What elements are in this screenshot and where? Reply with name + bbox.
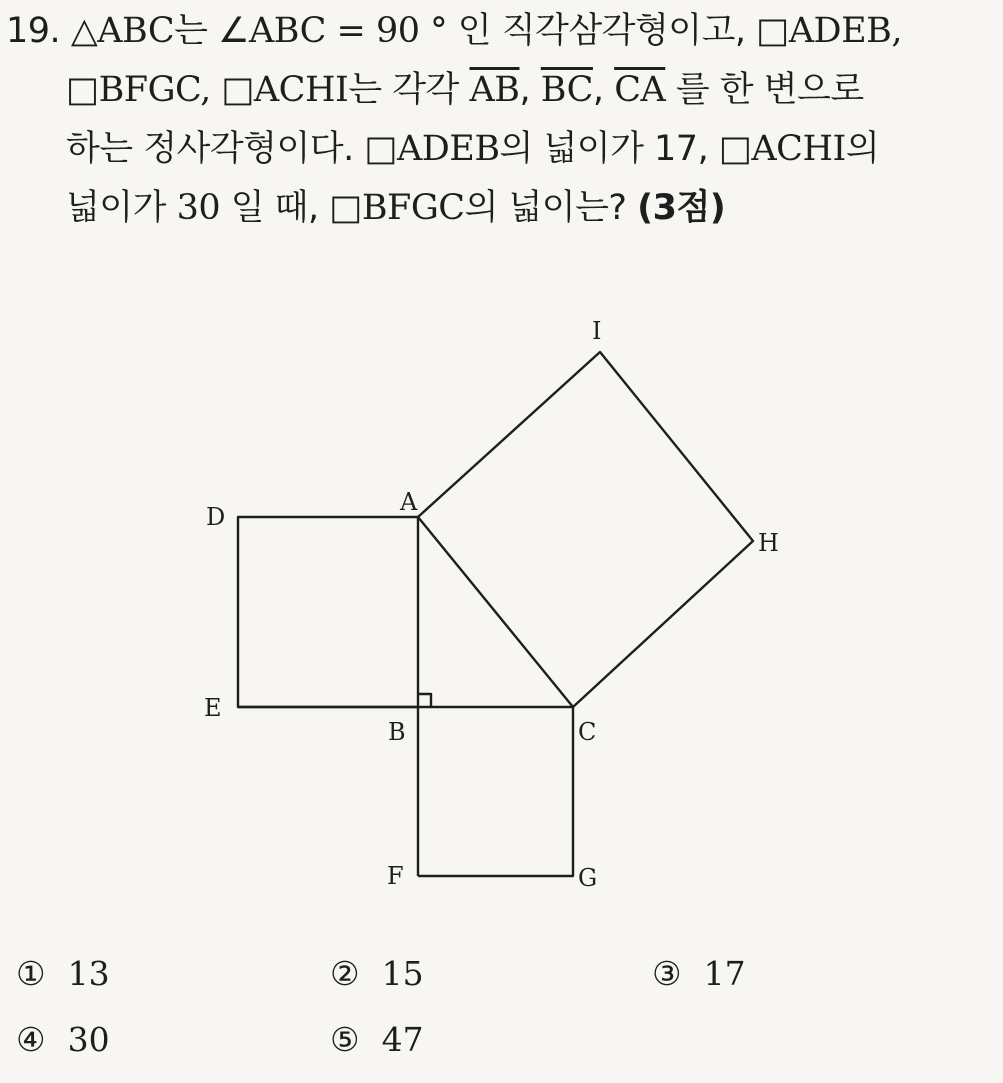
choice-5[interactable]: ⑤ 47: [330, 1020, 424, 1059]
choice-2[interactable]: ② 15: [330, 954, 424, 993]
question-line-3: 하는 정사각형이다. □ADEB의 넓이가 17, □ACHI의: [66, 129, 880, 169]
square-achi: [418, 352, 753, 707]
geometry-figure: [0, 300, 1003, 900]
answer-choices: [16, 948, 996, 1080]
question-line-2: □BFGC, □ACHI는 각각 $\overline{AB}$, $\overline{BC}$, $\overline{CA}$ 를 한 변으로: [66, 70, 864, 110]
choice-3[interactable]: ③ 17: [652, 954, 746, 993]
label-i: I: [592, 317, 602, 345]
label-a: A: [400, 488, 418, 516]
segment-ca: $\overline{CA}$: [614, 70, 666, 110]
question-text: [6, 2, 991, 238]
label-h: H: [758, 529, 779, 557]
label-b: B: [388, 718, 406, 746]
hypotenuse-ac: [418, 517, 573, 707]
choice-1[interactable]: ① 13: [16, 954, 110, 993]
question-number: 19.: [6, 11, 61, 51]
question-line-1: 19. △ABC는 ∠ABC = 90 ° 인 직각삼각형이고, □ADEB,: [6, 11, 902, 51]
label-c: C: [578, 718, 597, 746]
choice-row-1: [16, 948, 996, 1014]
label-f: F: [387, 862, 404, 890]
question-line-4: 넓이가 30 일 때, □BFGC의 넓이는? (3점): [66, 188, 726, 228]
right-angle-mark: [418, 694, 431, 707]
choice-4[interactable]: ④ 30: [16, 1020, 110, 1059]
square-bfgc: [418, 707, 573, 876]
points-badge: (3점): [637, 188, 726, 228]
segment-ab: $\overline{AB}$: [469, 70, 520, 110]
label-d: D: [206, 503, 226, 531]
label-g: G: [578, 864, 598, 892]
square-adeb: [238, 517, 418, 707]
choice-row-2: [16, 1014, 996, 1080]
segment-bc: $\overline{BC}$: [540, 70, 593, 110]
label-e: E: [204, 694, 222, 722]
